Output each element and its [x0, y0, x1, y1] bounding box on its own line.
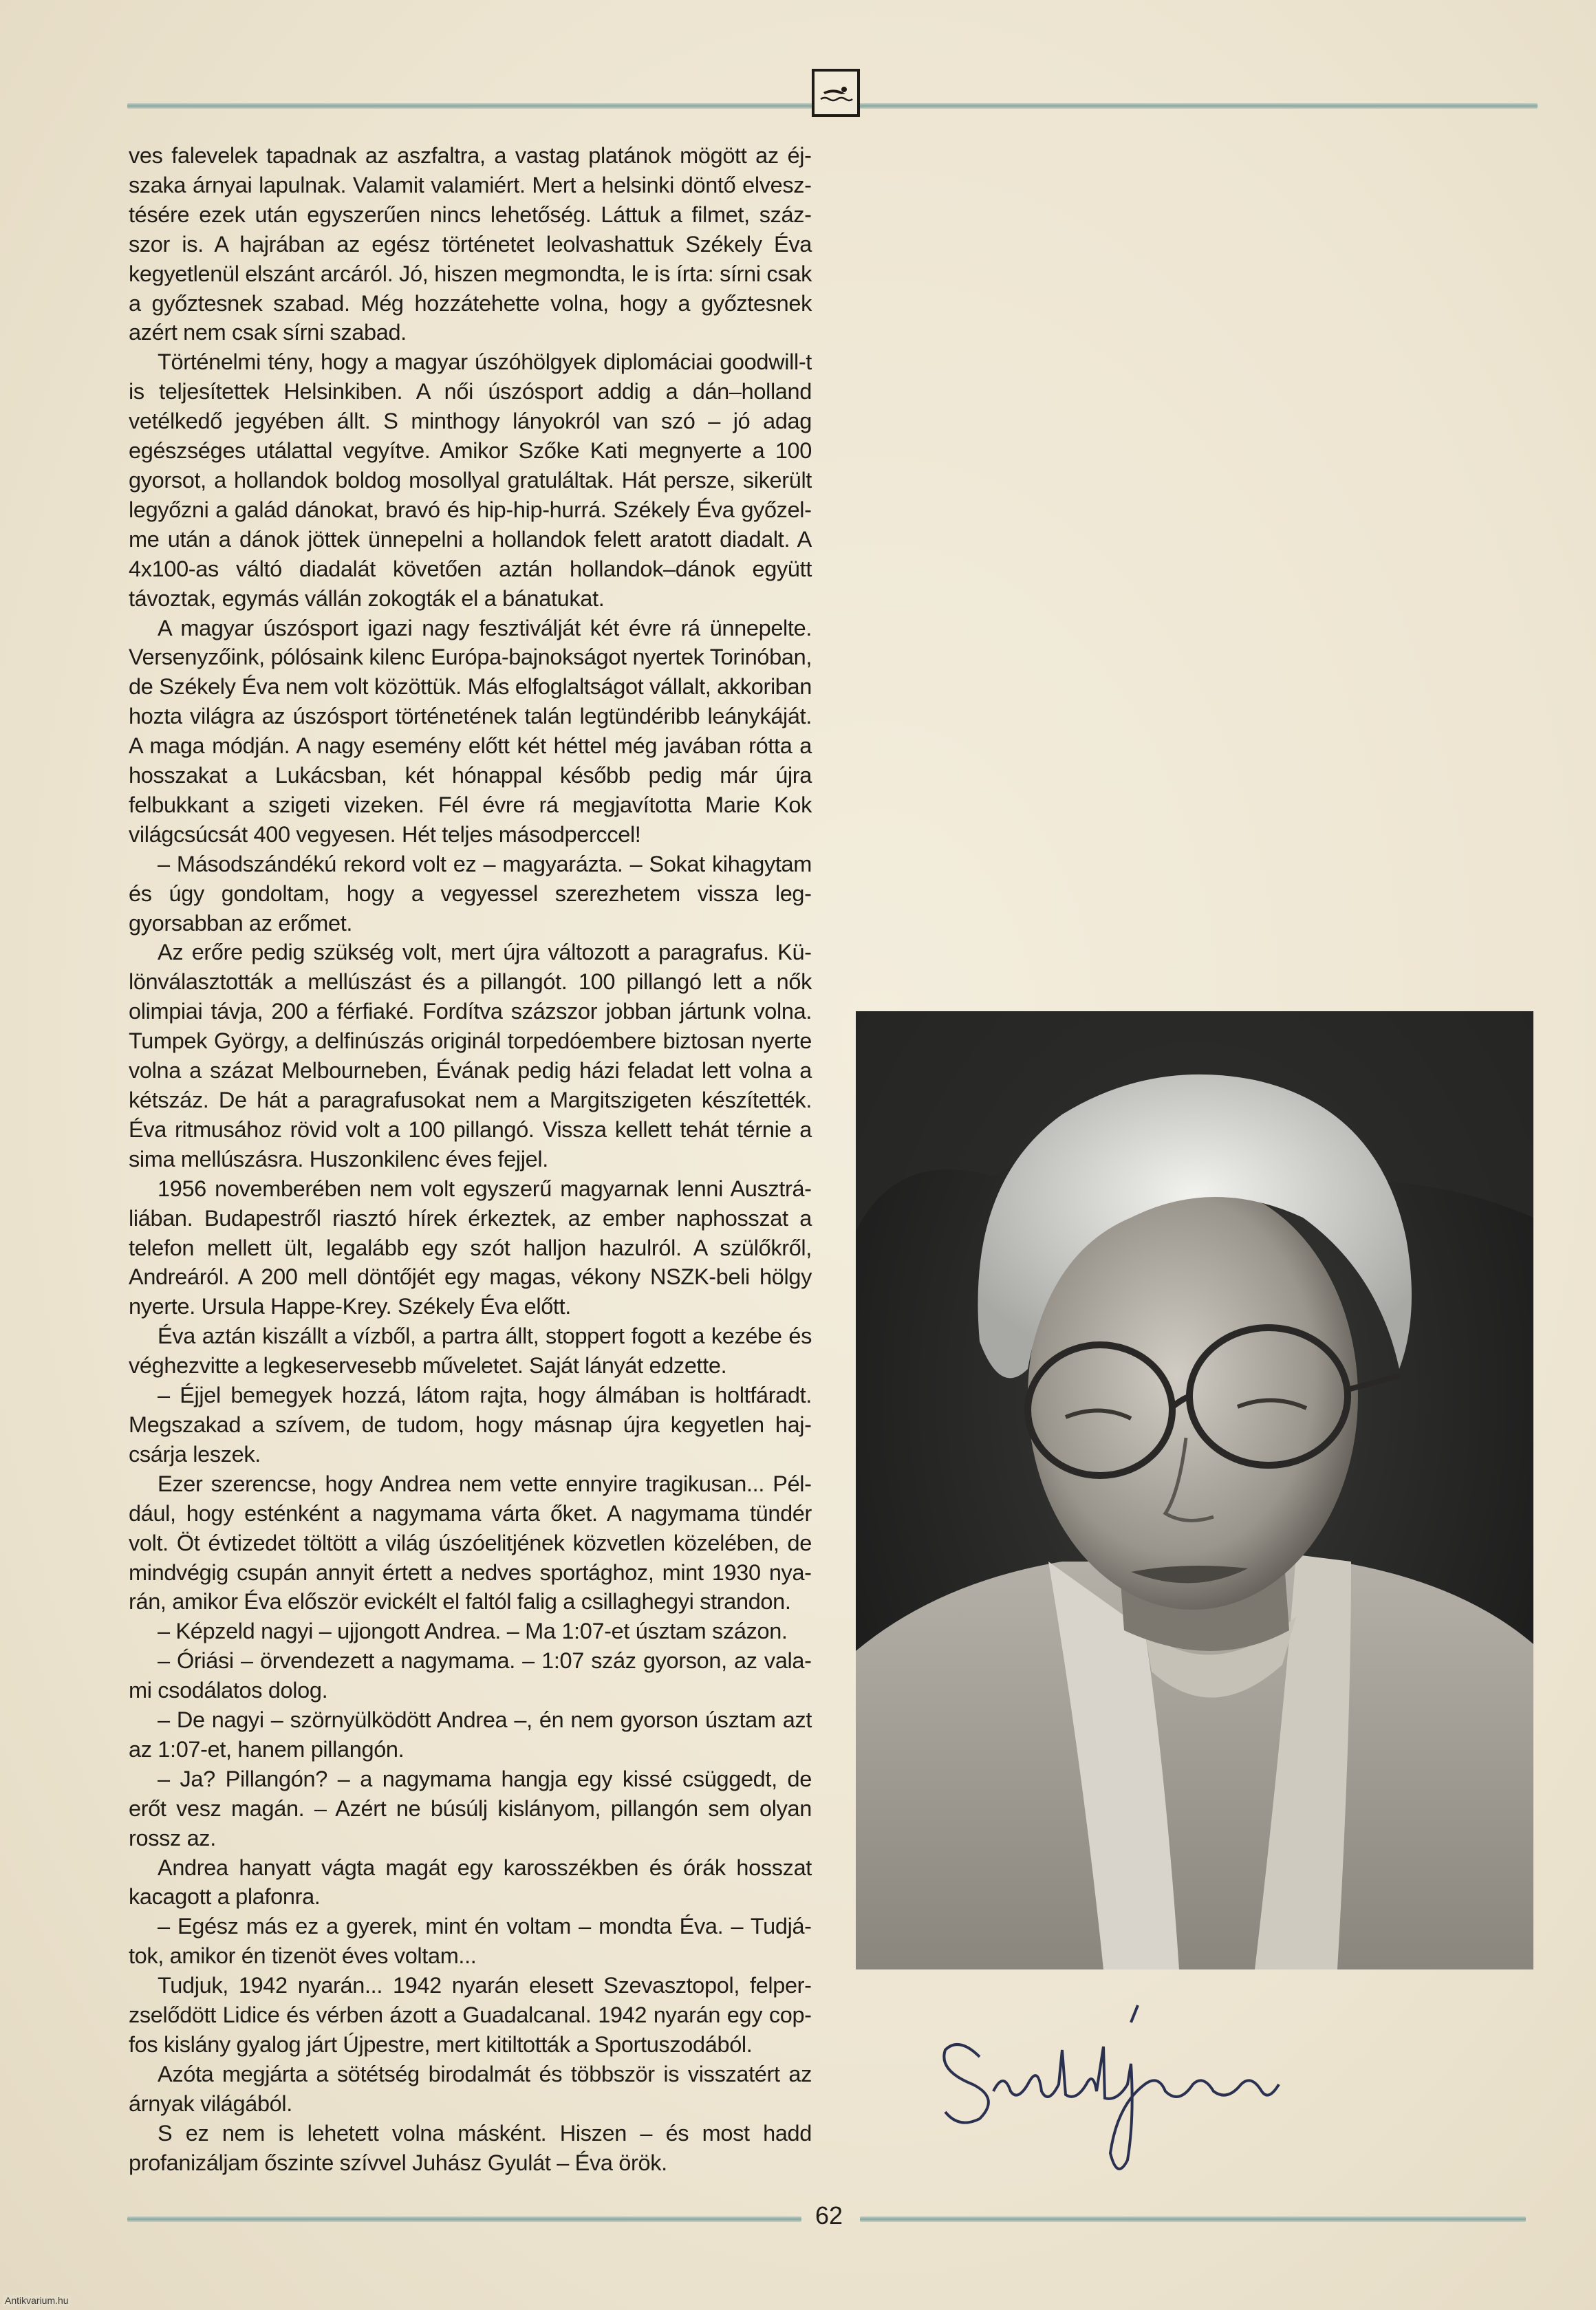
paragraph: – Ja? Pillangón? – a nagymama hangja egy kissé csüggedt, de erőt vesz magán. – Azért ne búsúlj kislányom, pillangón sem olyan rossz az.: [129, 1766, 812, 1850]
page-number: 62: [815, 2201, 843, 2230]
paragraph: Azóta megjárta a sötétség birodalmát és többször is visszatért az árnyak világából.: [129, 2061, 812, 2116]
paragraph: 1956 novemberében nem volt egyszerű magyarnak lenni Ausztráliában. Budapestről riasztó hírek érkeztek, az ember naphosszat a telefon mellett ült, legalább egy szót halljon hazulról. A szülőkről, Andreáról. A 200 mell döntőjét egy magas, vékony NSZK-beli hölgy nyerte. Ursula Happe-Krey. Székely Éva előtt.: [129, 1176, 812, 1319]
paragraph: – Óriási – örvendezett a nagymama. – 1:07 száz gyorson, az valami csodálatos dolog.: [129, 1648, 812, 1703]
signature-text: Székely Éva: [856, 1981, 860, 1982]
paragraph: – Egész más ez a gyerek, mint én voltam – mondta Éva. – Tudjátok, amikor én tizenöt éves voltam...: [129, 1914, 812, 1969]
paragraph: ves falevelek tapadnak az aszfaltra, a vastag platánok mögött az éjszaka árnyai lapulnak. Valamit valamiért. Mert a helsinki döntő elvesztésére ezek után egyszerűen nincs lehetőség. Láttuk a filmet, százszor is. A hajrában az egész történetet leolvashattuk Székely Éva kegyetlenül elszánt arcáról. Jó, hiszen megmondta, le is írta: sírni csak a győztesnek szabad. Még hozzátehette volna, hogy a győztesnek azért nem csak sírni szabad.: [129, 143, 812, 345]
paragraph: S ez nem is lehetett volna másként. Hiszen – és most hadd profanizáljam őszinte szívvel Juhász Gyulát – Éva örök.: [129, 2120, 812, 2175]
bottom-rule-left: [127, 2216, 801, 2222]
paragraph: Ezer szerencse, hogy Andrea nem vette ennyire tragikusan... Például, hogy esténként a nagymama várta őket. A nagymama tündér volt. Öt évtizedet töltött a világ úszóelitjének közvetlen közelében, de mindvégig csupán annyit értett a nedves sportághoz, mint 1930 nyarán, amikor Éva először evickélt el faltól falig a csillaghegyi strandon.: [129, 1471, 812, 1615]
paragraph: Éva aztán kiszállt a vízből, a partra állt, stoppert fogott a kezébe és véghezvitte a legkeservesebb műveletet. Saját lányát edzette.: [129, 1324, 812, 1379]
paragraph: – De nagyi – szörnyülködött Andrea –, én nem gyorson úsztam azt az 1:07-et, hanem pillangón.: [129, 1707, 812, 1762]
paragraph: A magyar úszósport igazi nagy fesztiválját két évre rá ünnepelte. Versenyzőink, pólósaink kilenc Európa-bajnokságot nyertek Torinóban, de Székely Éva nem volt közöttük. Más elfoglaltságot vállalt, akkoriban hozta világra az úszósport történetének talán legtündéribb leánykáját. A maga módján. A nagy esemény előtt két héttel még javában rótta a hosszakat a Lukácsban, két hónappal később pedig már újra felbukkant a szigeti vizeken. Fél évre rá megjavította Marie Kok világcsúcsát 400 vegyesen. Hét teljes másodperccel!: [129, 615, 812, 847]
swimmer-icon: [812, 69, 860, 117]
paragraph: – Éjjel bemegyek hozzá, látom rajta, hogy álmában is holtfáradt. Megszakad a szívem, de tudom, hogy másnap újra kegyetlen hajcsárja leszek.: [129, 1383, 812, 1467]
watermark: Antikvarium.hu: [3, 2295, 71, 2306]
paragraph: Tudjuk, 1942 nyarán... 1942 nyarán elesett Szevasztopol, felperzselődött Lidice és vérben ázott a Guadalcanal. 1942 nyarán egy copfos kislány gyalog járt Újpestre, mert kitiltották a Sportuszodából.: [129, 1973, 812, 2057]
paragraph: – Képzeld nagyi – ujjongott Andrea. – Ma 1:07-et úsztam százon.: [158, 1619, 788, 1644]
article-text: [129, 141, 812, 2178]
paragraph: Andrea hanyatt vágta magát egy karosszékben és órák hosszat kacagott a plafonra.: [129, 1855, 812, 1910]
paragraph: Történelmi tény, hogy a magyar úszóhölgyek diplomáciai goodwill-t is teljesítettek Helsinkiben. A női úszósport addig a dán–holland vetélkedő jegyében állt. S minthogy lányokról van szó – jó adag egészséges utálattal vegyítve. Amikor Szőke Kati megnyerte a 100 gyorsot, a hollandok boldog mosollyal gratuláltak. Hát persze, sikerült legyőzni a galád dánokat, bravó és hip-hip-hurrá. Székely Éva győzelme után a dánok jöttek ünnepelni a hollandok felett aratott diadalt. A 4x100-as váltó diadalát követően aztán hollandok–dánok együtt távoztak, egymás vállán zokogták el a bánatukat.: [129, 349, 812, 611]
bottom-rule-right: [860, 2216, 1526, 2222]
paragraph: Az erőre pedig szükség volt, mert újra változott a paragrafus. Különválasztották a mellúszást és a pillangót. 100 pillangó lett a nők olimpiai távja, 200 a férfiaké. Fordítva százszor jobban jártunk volna. Tumpek György, a delfinúszás originál torpedóembere biztosan nyerte volna a százat Melbourneben, Évának pedig házi feladat lett volna a kétszáz. De hát a paragrafusokat nem a Margitszigeten készítették. Éva ritmusához rövid volt a 100 pillangó. Vissza kellett tehát térnie a sima mellúszásra. Huszonkilenc éves fejjel.: [129, 940, 812, 1172]
signature: [856, 1981, 1533, 2188]
portrait-photo: [856, 1011, 1533, 1969]
paragraph: – Másodszándékú rekord volt ez – magyarázta. – Sokat kihagytam és úgy gondoltam, hogy a vegyessel szerezhetem vissza leggyorsabban az erőmet.: [129, 851, 812, 936]
